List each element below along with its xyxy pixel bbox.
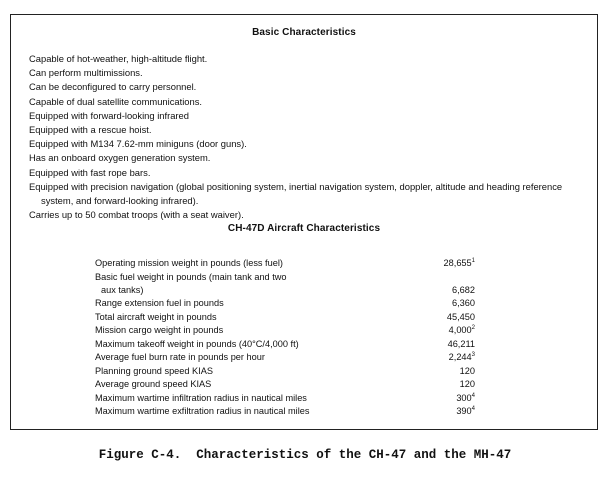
characteristics-figure-frame — [10, 14, 598, 430]
row-label: Range extension fuel in pounds — [95, 298, 224, 308]
list-item: Equipped with M134 7.62-mm miniguns (door guns). — [29, 138, 247, 150]
figure-caption: Figure C-4. Characteristics of the CH-47 and the MH-47 — [98, 448, 512, 462]
row-label: Maximum takeoff weight in pounds (40°C/4,000 ft) — [95, 338, 299, 349]
row-label: Basic fuel weight in pounds (main tank and two aux tanks) — [95, 271, 287, 295]
row-value: 6,360 — [452, 298, 475, 308]
row-value: 46,211 — [447, 338, 475, 349]
footnote-marker: 2 — [471, 325, 475, 331]
basic-characteristics-title: Basic Characteristics — [252, 27, 356, 38]
row-value: 2,244$^3$ — [448, 352, 475, 362]
row-value: 4,000$^2$ — [448, 325, 475, 335]
row-value: 120 — [459, 365, 475, 376]
row-label: Maximum wartime exfiltration radius in nautical miles — [95, 406, 310, 416]
row-value: 28,655$^1$ — [443, 258, 475, 268]
table-row — [95, 351, 475, 365]
row-label: Average fuel burn rate in pounds per hour — [95, 352, 265, 362]
row-label: Planning ground speed KIAS — [95, 365, 213, 376]
row-value: 45,450 — [446, 311, 475, 322]
table-row — [95, 271, 475, 298]
basic-characteristics-list — [29, 52, 589, 222]
footnote-marker: 1 — [471, 258, 475, 264]
list-item: Can perform multimissions. — [29, 67, 143, 79]
row-label: Total aircraft weight in pounds — [95, 311, 217, 322]
table-row — [95, 378, 475, 392]
table-row — [95, 338, 475, 352]
table-row — [95, 324, 475, 338]
footnote-marker: 4 — [471, 392, 475, 399]
list-item: Carries up to 50 combat troops (with a seat waiver). — [29, 209, 244, 221]
list-item: Can be deconfigured to carry personnel. — [29, 81, 197, 93]
ch47d-characteristics-table — [95, 247, 475, 419]
table-row — [95, 392, 475, 406]
table-row — [95, 247, 475, 271]
footnote-marker: 3 — [471, 352, 475, 358]
table-row — [95, 311, 475, 325]
table-row — [95, 405, 475, 419]
footnote-marker: 4 — [471, 406, 475, 412]
list-item: Capable of hot-weather, high-altitude flight. — [29, 53, 208, 64]
table-row — [95, 297, 475, 311]
row-label: Average ground speed KIAS — [95, 379, 212, 389]
list-item: Equipped with fast rope bars. — [29, 166, 151, 178]
row-label: Operating mission weight in pounds (less fuel) — [95, 258, 283, 268]
row-label: Maximum wartime infiltration radius in nautical miles — [95, 392, 307, 403]
row-value: 6,682 — [452, 284, 475, 295]
row-value: 120 — [459, 379, 475, 389]
list-item: Capable of dual satellite communications. — [29, 95, 203, 107]
list-item: Equipped with precision navigation (global positioning system, inertial navigation system, doppler, altitude and heading reference system, and forward-looking infrared). — [29, 180, 563, 207]
row-value: $390^4$ — [456, 406, 475, 416]
list-item: Equipped with a rescue hoist. — [29, 124, 152, 136]
list-item: Has an onboard oxygen generation system. — [29, 152, 211, 164]
ch47d-characteristics-title: CH-47D Aircraft Characteristics — [227, 223, 381, 234]
table-row — [95, 365, 475, 379]
list-item: Equipped with forward-looking infrared — [29, 109, 189, 121]
row-label: Mission cargo weight in pounds — [95, 325, 224, 335]
row-value: $300^4$ — [456, 392, 475, 403]
